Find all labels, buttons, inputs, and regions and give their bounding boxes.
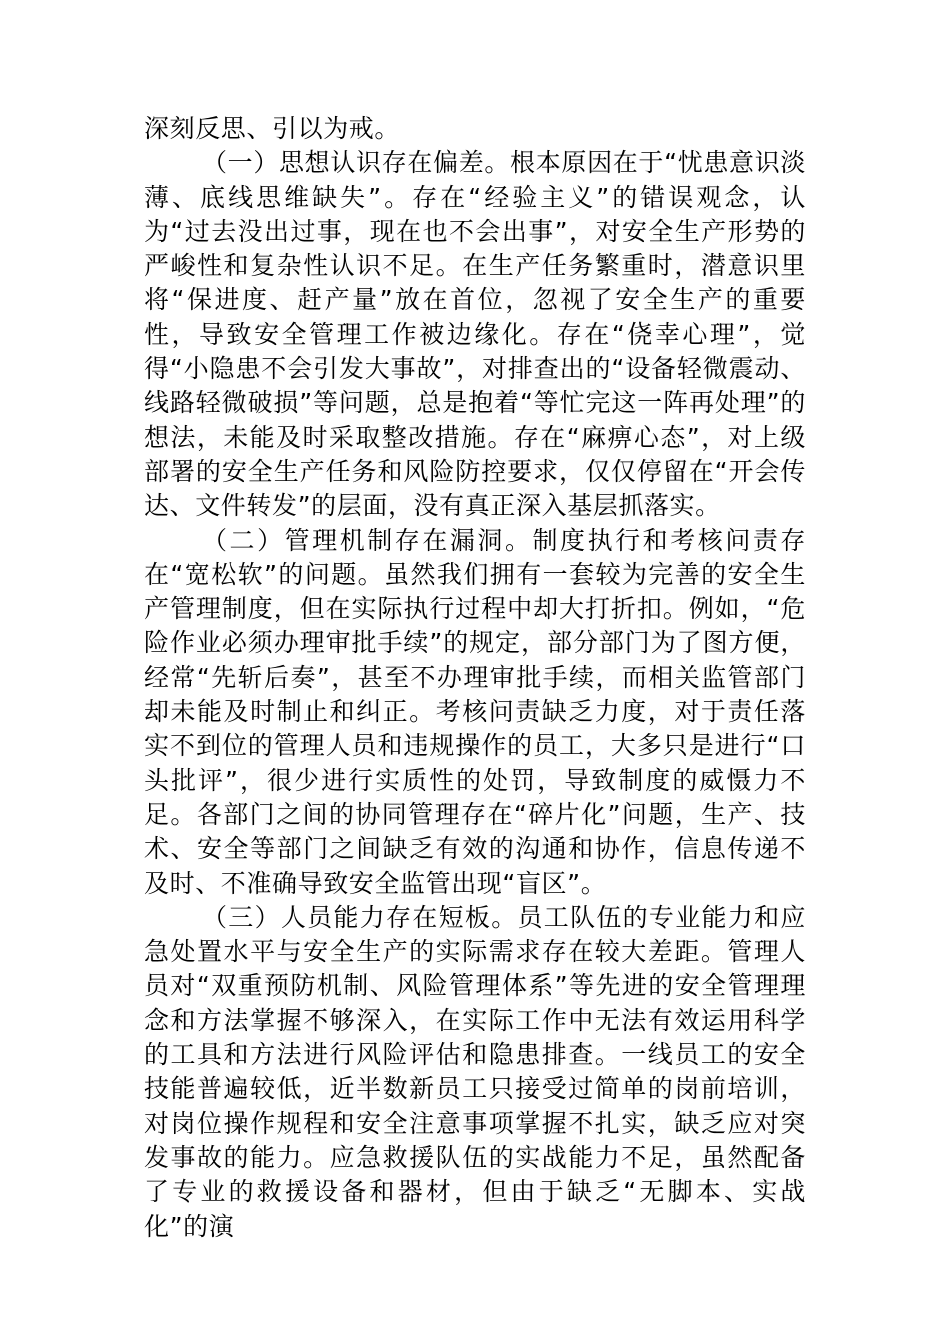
paragraph-section-1: （一）思想认识存在偏差。根本原因在于“忧患意识淡薄、底线思维缺失”。存在“经验主义”的错误观念，认为“过去没出过事，现在也不会出事”，对安全生产形势的严峻性和复杂性认识不足。在生产任务繁重时，潜意识里将“保进度、赶产量”放在首位，忽视了安全生产的重要性，导致安全管理工作被边缘化。存在“侥幸心理”，觉得“小隐患不会引发大事故”，对排查出的“设备轻微震动、线路轻微破损”等问题，总是抱着“等忙完这一阵再处理”的想法，未能及时采取整改措施。存在“麻痹心态”，对上级部署的安全生产任务和风险防控要求，仅仅停留在“开会传达、文件转发”的层面，没有真正深入基层抓落实。 <box>144 148 806 521</box>
document-body <box>144 112 806 1244</box>
paragraph-section-3: （三）人员能力存在短板。员工队伍的专业能力和应急处置水平与安全生产的实际需求存在较大差距。管理人员对“双重预防机制、风险管理体系”等先进的安全管理理念和方法掌握不够深入，在实际工作中无法有效运用科学的工具和方法进行风险评估和隐患排查。一线员工的安全技能普遍较低，近半数新员工只接受过简单的岗前培训，对岗位操作规程和安全注意事项掌握不扎实，缺乏应对突发事故的能力。应急救援队伍的实战能力不足，虽然配备了专业的救援设备和器材，但由于缺乏“无脚本、实战化”的演 <box>144 902 806 1241</box>
paragraph-intro-continuation: 深刻反思、引以为戒。 <box>144 114 401 143</box>
paragraph-section-2: （二）管理机制存在漏洞。制度执行和考核问责存在“宽松软”的问题。虽然我们拥有一套较为完善的安全生产管理制度，但在实际执行过程中却大打折扣。例如，“危险作业必须办理审批手续”的规定，部分部门为了图方便，经常“先斩后奏”，甚至不办理审批手续，而相关监管部门却未能及时制止和纠正。考核问责缺乏力度，对于责任落实不到位的管理人员和违规操作的员工，大多只是进行“口头批评”，很少进行实质性的处罚，导致制度的威慑力不足。各部门之间的协同管理存在“碎片化”问题，生产、技术、安全等部门之间缺乏有效的沟通和协作，信息传递不及时、不准确导致安全监管出现“盲区”。 <box>144 525 806 898</box>
